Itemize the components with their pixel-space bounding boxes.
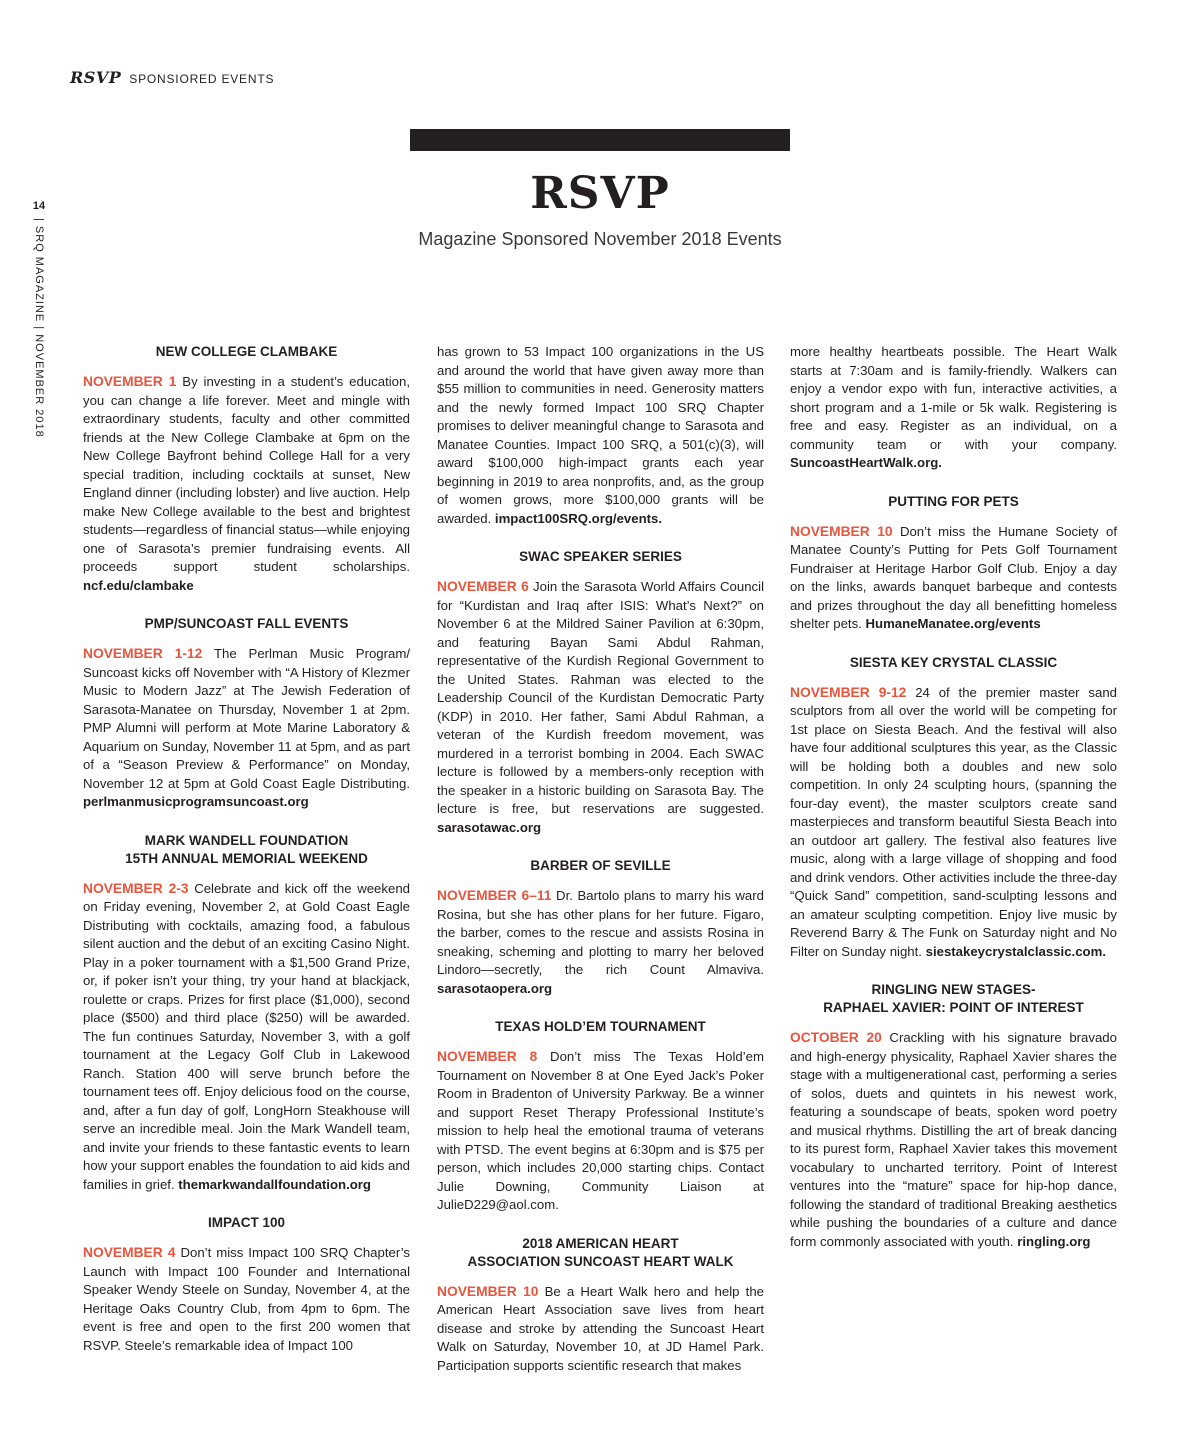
event-title: BARBER OF SEVILLE — [530, 858, 671, 873]
event-link[interactable]: ringling.org — [1017, 1233, 1091, 1249]
event-text: Crackling with his signature bravado and high-energy physicality, Raphael Xavier shares the stage with a multigenerational cast, performing a series of solos, duets and quintets in his newest work, featuring a soundscape of beats, spoken word poetry and musical rhythms. Distilling the art of break dancing to its purest form, Raphael Xavier takes this movement vocabulary to uncharted territory. Point of Interest ventures into the “mature” space for hip-hop dance, following the standard of traditional Breaking aesthetics while pushing the boundaries of a culture and dance form commonly associated with youth. — [790, 1030, 1117, 1249]
running-header — [70, 68, 274, 87]
event-title: SWAC SPEAKER SERIES — [519, 549, 682, 564]
column-2 — [437, 343, 764, 1395]
event-text: Be a Heart Walk hero and help the American Heart Association save lives from heart disease and stroke by attending the Suncoast Heart Walk on Saturday, November 10, at JD Hamel Park. Participation supports scientific research that makes — [437, 1283, 764, 1373]
event-text: Join the Sarasota World Affairs Council for “Kurdistan and Iraq after ISIS: What’s Next?” on November 6 at the Mildred Sainer Pavilion at 6:30pm, and featuring Bayan Sami Abdul Rahman, representative of the Kurdish Regional Government to the United States. Rahman was elected to the Leadership Council of the Kurdistan Democratic Party (KDP) in 2010. Her father, Sami Abdul Rahman, a veteran of the Kurdish freedom movement, was murdered in a terrorist bombing in 2004. Each SWAC lecture is followed by a members-only reception with the speaker in a historic building on Sarasota Bay. The lecture is free, but reservations are suggested. — [437, 579, 765, 816]
event-body — [437, 578, 764, 837]
event-body — [83, 1244, 410, 1355]
event-body — [437, 1048, 764, 1215]
event-date: NOVEMBER 1 — [83, 374, 177, 389]
event-date: OCTOBER 20 — [790, 1030, 882, 1045]
event-date: NOVEMBER 9-12 — [790, 684, 907, 700]
event-date: NOVEMBER 8 — [437, 1049, 538, 1064]
event-date: NOVEMBER 1-12 — [83, 646, 203, 661]
event-date: NOVEMBER 6–11 — [437, 888, 552, 903]
event-title: TEXAS HOLD’EM TOURNAMENT — [495, 1019, 706, 1034]
event-link[interactable]: sarasotawac.org — [437, 819, 542, 835]
page-subtitle: Magazine Sponsored November 2018 Events — [418, 229, 782, 249]
event-text: more healthy heartbeats possible. The Heart Walk starts at 7:30am and is family-friendly. Walkers can enjoy a vendor expo with fun, interactive activities, a short program and a 1-mile or 5k walk. Registering is free and easy. Register as an individual, on a community team or with your company. — [790, 344, 1117, 452]
event-text: Don’t miss the Humane Society of Manatee County’s Putting for Pets Golf Tournament Fundraiser at Heritage Harbor Golf Club. Enjoy a day on the links, awards banquet barbeque and contests and prizes throughout the day all benefitting homeless shelter pets. — [790, 523, 1117, 631]
event-title-line: RINGLING NEW STAGES- — [871, 982, 1036, 997]
event-title — [437, 1235, 764, 1271]
event-body — [437, 1283, 764, 1376]
event-text: Celebrate and kick off the weekend on Friday evening, November 2, at Gold Coast Eagle Distributing with cocktails, amazing food, a fabulous silent auction and the debut of an exciting Casino Night. Play in a poker tournament with a $1,500 Grand Prize, or, if poker isn’t your thing, try your hand at blackjack, roulette or craps. Prizes for first place ($1,000), second place ($500) and third place ($250) will be awarded. The fun continues Saturday, November 3, with a golf tournament at the Legacy Golf Club in Lakewood Ranch. Station 400 will serve brunch before the tournament tees off. Enjoy delicious food on the course, and, after a fun day of golf, LongHorn Steakhouse will serve an incredible meal. Join the Mark Wandell team, and invite your friends to these fantastic events to learn how your support enables the foundation to aid kids and families in grief. — [83, 880, 410, 1192]
event-body — [437, 887, 764, 998]
event-title-line: RAPHAEL XAVIER: POINT OF INTEREST — [823, 1000, 1084, 1015]
event-link[interactable]: ncf.edu/clambake — [83, 577, 194, 593]
event-text: has grown to 53 Impact 100 organizations in the US and around the world that have given away more than $55 million to communities in need. Generosity matters and the newly formed Impact 100 SRQ Chapter promises to deliver meaningful change to Sarasota and Manatee Counties. Impact 100 SRQ, a 501(c)(3), will award $100,000 high-impact grants each year beginning in 2019 to area nonprofits, and, as the group of women grows, more $100,000 grants will be awarded. — [437, 344, 764, 526]
event-title-line: MARK WANDELL FOUNDATION — [144, 832, 349, 848]
event-text: Don’t miss The Texas Hold’em Tournament on November 8 at One Eyed Jack’s Poker Room in Bradenton of University Parkway. Be a winner and support Reset Therapy Professional Institute’s mission to help heal the emotional trauma of veterans with PTSD. The event begins at 6:30pm and is $75 per person, which includes 20,000 starting chips. Contact Julie Downing, Community Liaison at JulieD229@aol.com. — [437, 1049, 764, 1212]
event-link[interactable]: perlmanmusicprogramsuncoast.org — [83, 794, 309, 809]
event-text: 24 of the premier master sand sculptors from all over the world will be competing for 1st place on Siesta Beach. And the festival will also have four additional sculptures this year, as the Classic will be holding both a doubles and new solo competition. In only 24 sculpting hours, (spanning the four-day event), the master sculptors create sand masterpieces and transform beautiful Siesta Beach into an outdoor art gallery. The festival also features live music, along with a large village of shopping and food and drink vendors. Other activities include the three-day “Quick Sand” competition, sand-sculpting lessons and an amateur sculpting competition. Enjoy live music by Reverend Barry & The Funk on Saturday night and No Filter on Sunday night. — [790, 684, 1118, 959]
event-body — [83, 373, 410, 595]
event-date: NOVEMBER 10 — [437, 1283, 539, 1299]
event-date: NOVEMBER 4 — [83, 1245, 176, 1260]
event-link[interactable]: SuncoastHeartWalk.org. — [790, 455, 942, 470]
folio-text: | SRQ MAGAZINE | NOVEMBER 2018 — [33, 218, 45, 438]
event-title: IMPACT 100 — [207, 1215, 286, 1230]
event-date: NOVEMBER 10 — [790, 523, 893, 539]
title-bar-decoration — [410, 129, 790, 151]
event-body — [83, 645, 410, 812]
event-link[interactable]: HumaneManatee.org/events — [865, 616, 1041, 631]
column-3 — [790, 343, 1117, 1271]
event-date: NOVEMBER 2-3 — [83, 880, 189, 896]
event-body-continued — [790, 343, 1117, 473]
event-text: By investing in a student’s education, you can change a life forever. Meet and mingle with extraordinary students, faculty and other committed friends at the New College Clambake at 6pm on the New College Bayfront behind College Hall for a very special tradition, including cocktails at sunset, New England dinner (including lobster) and live auction. Help make New College available to the best and brightest students—regardless of financial status—while enjoying one of Sarasota’s premier fundraising events. All proceeds support student scholarships. — [83, 374, 410, 574]
event-title-line: 2018 AMERICAN HEART — [522, 1235, 679, 1251]
event-text: Don’t miss Impact 100 SRQ Chapter’s Launch with Impact 100 Founder and International Speaker Wendy Steele on Sunday, November 4, at the Heritage Oaks Country Club, from 4pm to 6pm. The event is free and open to the first 200 women that RSVP. Steele’s remarkable idea of Impact 100 — [83, 1245, 411, 1353]
event-body — [790, 1029, 1117, 1251]
event-title: PUTTING FOR PETS — [888, 493, 1019, 509]
column-1 — [83, 343, 410, 1375]
brand-logo-text: RSVP — [70, 68, 122, 87]
event-body — [790, 523, 1117, 634]
page-title: RSVP — [530, 168, 670, 219]
event-title — [83, 832, 410, 868]
event-title-line: 15TH ANNUAL MEMORIAL WEEKEND — [125, 850, 368, 866]
event-body — [83, 880, 410, 1195]
page-number: 14 — [32, 200, 46, 212]
event-link[interactable]: impact100SRQ.org/events. — [494, 510, 663, 526]
event-text: Dr. Bartolo plans to marry his ward Rosina, but she has other plans for her future. Figaro, the barber, comes to the rescue and assists Rosina in sneaking, scheming and plotting to marry her beloved Lindoro—secretly, the rich Count Almaviva. — [437, 888, 764, 977]
section-label: SPONSIORED EVENTS — [129, 72, 275, 86]
event-title: SIESTA KEY CRYSTAL CLASSIC — [849, 654, 1058, 670]
event-title-line: ASSOCIATION SUNCOAST HEART WALK — [467, 1253, 734, 1269]
event-body-continued — [437, 343, 764, 528]
event-link[interactable]: sarasotaopera.org — [437, 980, 553, 996]
event-link[interactable]: themarkwandallfoundation.org — [178, 1176, 371, 1192]
event-date: NOVEMBER 6 — [437, 579, 529, 594]
event-body — [790, 684, 1117, 962]
event-title: NEW COLLEGE CLAMBAKE — [155, 344, 338, 359]
event-link[interactable]: siestakeycrystalclassic.com. — [925, 943, 1106, 959]
event-title: PMP/SUNCOAST FALL EVENTS — [144, 616, 349, 631]
event-text: The Perlman Music Program/ Suncoast kicks off November with “A History of Klezmer Music to Modern Jazz” at The Jewish Federation of Sarasota-Manatee on Thursday, November 1 at 2pm. PMP Alumni will perform at Mote Marine Laboratory & Aquarium on Sunday, November 11 at 5pm, and as part of a “Season Preview & Performance” on Monday, November 12 at 5pm at Gold Coast Eagle Distributing. — [83, 646, 410, 791]
event-title — [790, 981, 1117, 1017]
